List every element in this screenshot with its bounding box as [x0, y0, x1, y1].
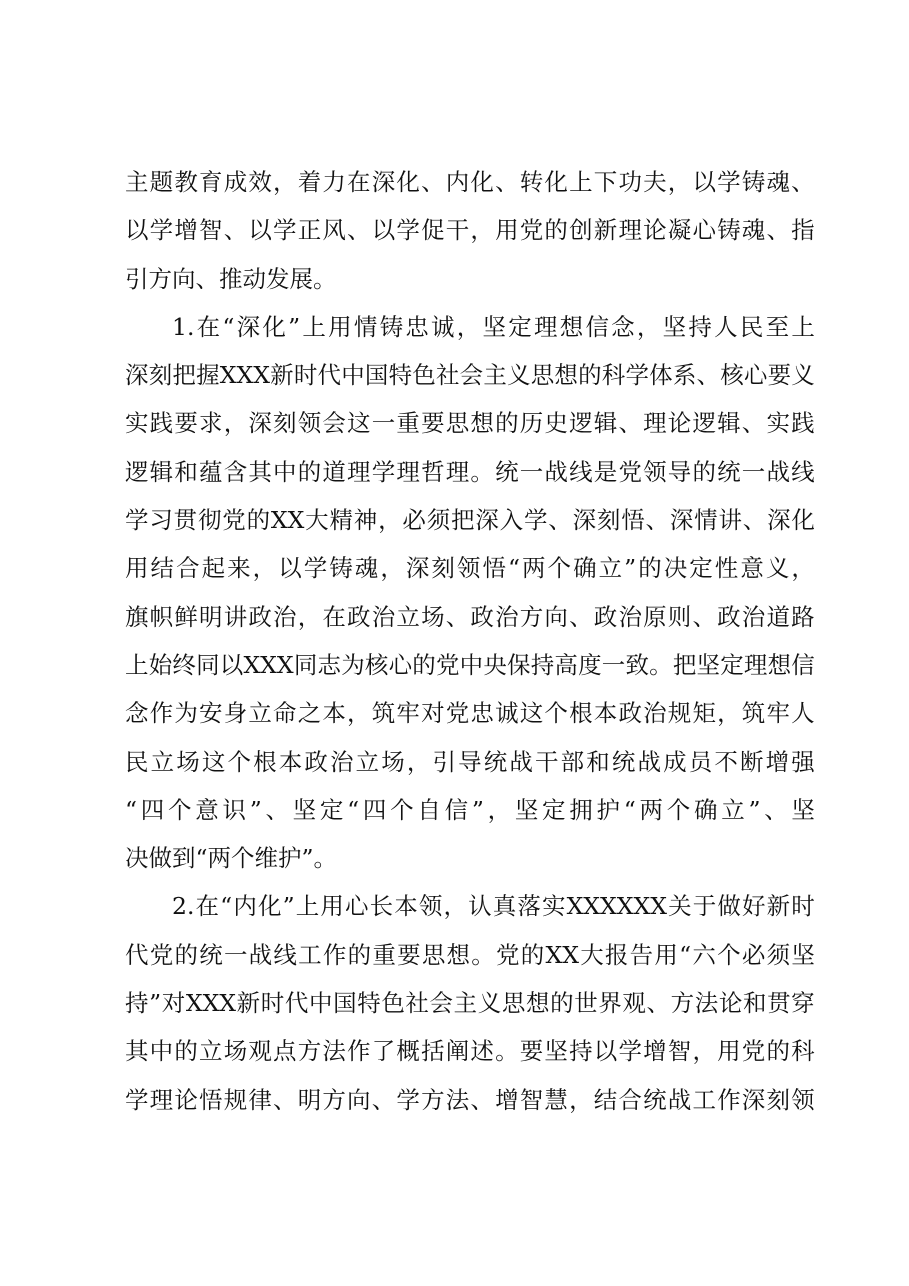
- text-line: 逻 辑 和 蕴 含 其 中 的 道 理 学 理 哲 理 。 统 一 战 线 是 党 领 导 的 统 一 战 线: [125, 457, 815, 486]
- text-line: 念 作 为 安 身 立 命 之 本 ， 筑 牢 对 党 忠 诚 这 个 根 本 政 治 规 矩 ， 筑 牢 人: [125, 699, 815, 728]
- body-text: [125, 158, 815, 1124]
- text-line: 用 结 合 起 来 ， 以 学 铸 魂 ， 深 刻 领 悟 “ 两 个 确 立 ” 的 决 定 性 意 义 ，: [125, 554, 815, 583]
- text-line: 民 立 场 这 个 根 本 政 治 立 场 ， 引 导 统 战 干 部 和 统 战 成 员 不 断 增 强: [125, 747, 815, 776]
- text-line: 决 做 到 “ 两 个 维 护 ” 。: [125, 844, 338, 873]
- text-line: 持 ” 对 XXX 新 时 代 中 国 特 色 社 会 主 义 思 想 的 世 界 观 、 方 法 论 和 贯 穿: [125, 989, 815, 1018]
- text-line: “ 四 个 意 识 ” 、 坚 定 “ 四 个 自 信 ” ， 坚 定 拥 护 “ 两 个 确 立 ” 、 坚: [125, 795, 815, 824]
- text-line: 学 理 论 悟 规 律 、 明 方 向 、 学 方 法 、 增 智 慧 ， 结 合 统 战 工 作 深 刻 领: [125, 1085, 815, 1114]
- text-line: 2. 在 “ 内 化 ” 上 用 心 长 本 领 ， 认 真 落 实 XXXXXX 关 于 做 好 新 时: [172, 892, 815, 921]
- text-line: 1. 在 “ 深 化 ” 上 用 情 铸 忠 诚 ， 坚 定 理 想 信 念 ， 坚 持 人 民 至 上: [172, 312, 815, 341]
- text-line: 旗 帜 鲜 明 讲 政 治 ， 在 政 治 立 场 、 政 治 方 向 、 政 治 原 则 、 政 治 道 路: [125, 602, 815, 631]
- text-line: 主 题 教 育 成 效 ， 着 力 在 深 化 、 内 化 、 转 化 上 下 功 夫 ， 以 学 铸 魂 、: [125, 168, 815, 196]
- text-line: 深 刻 把 握 XXX 新 时 代 中 国 特 色 社 会 主 义 思 想 的 科 学 体 系 、 核 心 要 义: [125, 361, 815, 390]
- text-line: 学 习 贯 彻 党 的 XX 大 精 神 ， 必 须 把 深 入 学 、 深 刻 悟 、 深 情 讲 、 深 化: [125, 506, 815, 535]
- text-line: 引 方 向 、 推 动 发 展 。: [125, 264, 337, 293]
- text-line: 上 始 终 同 以 XXX 同 志 为 核 心 的 党 中 央 保 持 高 度 一 致 。 把 坚 定 理 想 信: [125, 650, 815, 679]
- text-line: 代 党 的 统 一 战 线 工 作 的 重 要 思 想 。 党 的 XX 大 报 告 用 “ 六 个 必 须 坚: [125, 940, 815, 969]
- text-line: 实 践 要 求 ， 深 刻 领 会 这 一 重 要 思 想 的 历 史 逻 辑 、 理 论 逻 辑 、 实 践: [125, 409, 815, 438]
- text-line: 其 中 的 立 场 观 点 方 法 作 了 概 括 阐 述 。 要 坚 持 以 学 增 智 ， 用 党 的 科: [125, 1037, 815, 1066]
- text-line: 以 学 增 智 、 以 学 正 风 、 以 学 促 干 ， 用 党 的 创 新 理 论 凝 心 铸 魂 、 指: [125, 216, 815, 245]
